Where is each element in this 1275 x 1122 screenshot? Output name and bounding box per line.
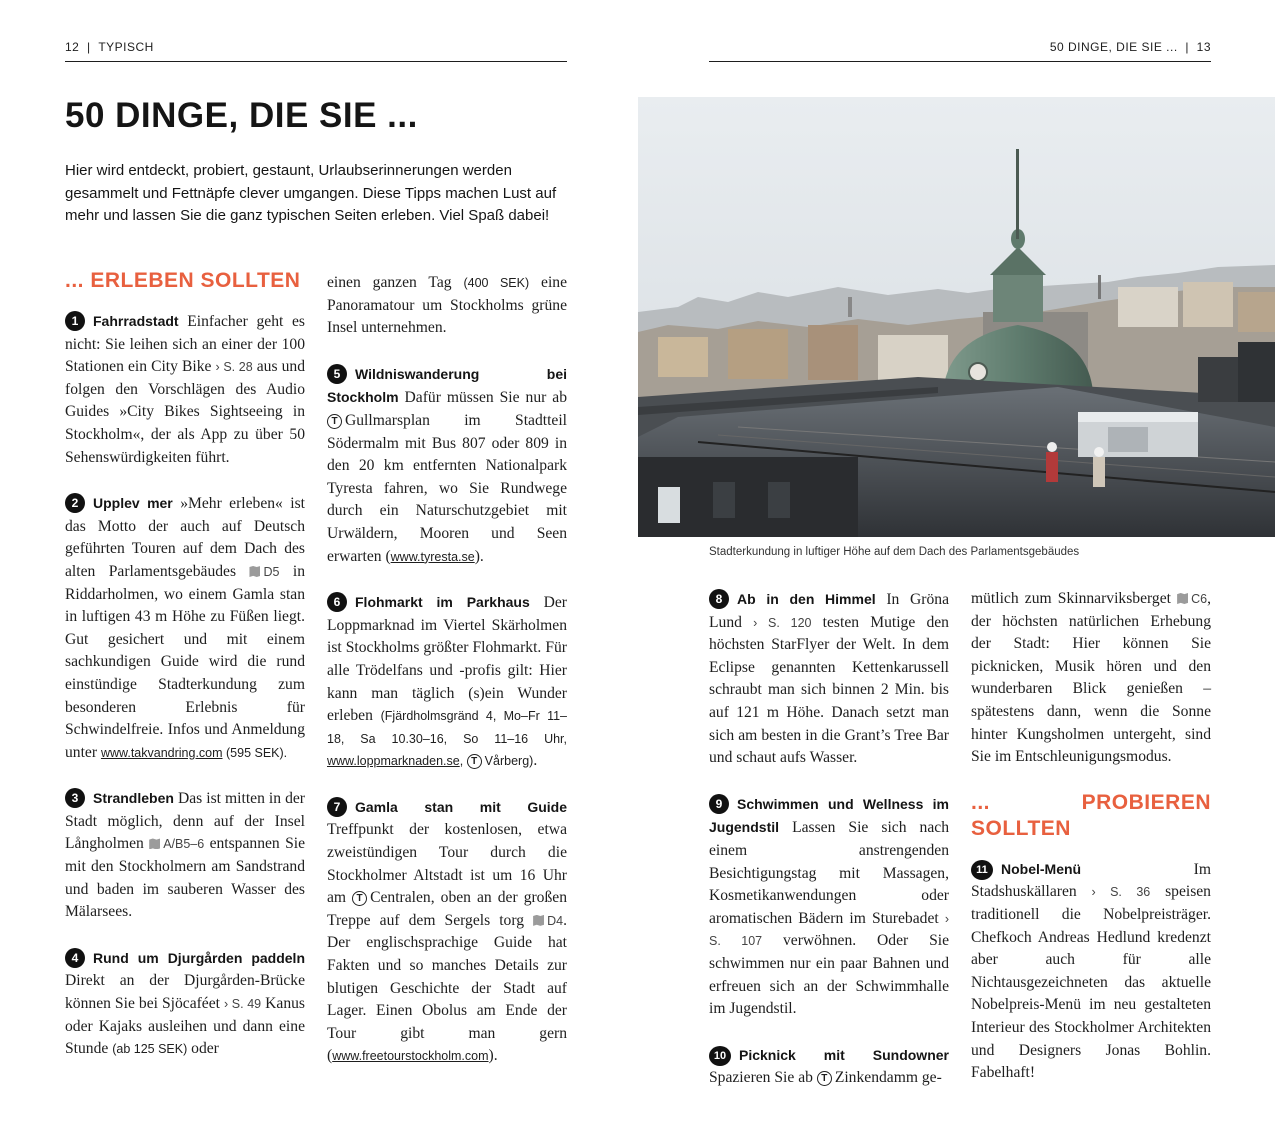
- number-badge: 3: [65, 788, 85, 808]
- tip-entry-4-continued: [327, 272, 567, 340]
- tip-title: Upplev mer: [93, 495, 173, 512]
- tip-title: Fahrradstadt: [93, 313, 179, 329]
- tip-title: Schwimmen und Wellness im Jugendstil: [709, 795, 949, 836]
- right-running-header: 50 DINGE, DIE SIE ... | 13: [1049, 40, 1211, 54]
- number-badge: 2: [65, 493, 85, 513]
- tip-entry-6: [327, 591, 567, 773]
- page-reference: › S. 49: [224, 997, 262, 1012]
- address-note: ,: [459, 754, 467, 769]
- page-reference: › S. 28: [215, 360, 253, 375]
- tip-text: Direkt an der Djurgården-Brücke können Sie bei Sjöcaféet: [65, 972, 305, 1013]
- tip-text: Centralen, oben an der großen Treppe auf dem Sergels torg: [327, 889, 567, 929]
- tip-entry-9: [709, 793, 949, 1021]
- tip-text: Gullmarsplan im Stadtteil Södermalm mit Bus 807 oder 809 in den 20 km entfernten Nationalpark Tyresta fahren, wo Sie Rundwege durch ein Naturschutzgebiet mit Urwäldern, Mooren und Seen erwarten (: [327, 411, 567, 565]
- tip-entry-11: [971, 858, 1211, 1085]
- tip-text: Treffpunkt der kostenlosen, etwa zweistündigen Tour durch die Stockholmer Altstadt ist um 16 Uhr am: [327, 821, 567, 907]
- map-icon: [533, 915, 544, 926]
- section-name-right: 50 DINGE, DIE SIE ...: [1049, 40, 1178, 54]
- tip-text: Lassen Sie sich nach einem anstrengenden Besichtigungstag mit Massagen, Kosmetikanwendungen oder aromatischen Bädern im Sturebadet: [709, 819, 949, 927]
- address-note: Vårberg): [484, 754, 534, 769]
- tip-text: Kanus oder Kajaks ausleihen und dann eine Stunde: [65, 995, 305, 1058]
- transit-t-icon: T: [467, 754, 482, 769]
- tip-text: Zinkendamm ge-: [834, 1069, 942, 1087]
- intro-text: Hier wird entdeckt, probiert, gestaunt, Urlaubserinnerungen werden gesammelt und Fettnäpfe clever umgangen. Diese Tipps machen Lust auf mehr und lassen Sie die ganz typischen Seiten erleben. Viel Spaß dabei!: [65, 162, 557, 225]
- tip-text: verwöhnen. Oder Sie schwimmen nur ein paar Bahnen und erfreuen sich an der Schwimmhalle im Jugendstil.: [709, 932, 949, 1018]
- tip-text: aus und folgen den Vorschlägen des Audio Guides »City Bikes Sightseeing in Stockholm«, der als App zu über 50 Sehenswürdigkeiten führt.: [65, 358, 305, 466]
- section-heading-erleben: ... ERLEBEN SOLLTEN: [65, 269, 301, 292]
- number-badge: 7: [327, 797, 347, 817]
- map-reference: C6: [1191, 592, 1208, 606]
- tip-entry-3: [65, 787, 305, 924]
- tip-title: Wildniswanderung bei Stockholm: [327, 365, 567, 406]
- tip-text: entspannen Sie mit den Stockholmern am Sandstrand und baden im sauberen Wasser des Mälarsees.: [65, 835, 306, 921]
- photo-caption: Stadterkundung in luftiger Höhe auf dem Dach des Parlamentsgebäudes: [709, 546, 1080, 558]
- tip-title: Nobel-Menü: [1001, 860, 1082, 877]
- page-reference: › S. 120: [753, 615, 812, 630]
- tip-title: Ab in den Himmel: [737, 591, 876, 607]
- number-badge: 9: [709, 794, 729, 814]
- column-3: [709, 588, 949, 1113]
- price-note: (ab 125 SEK): [112, 1042, 188, 1057]
- map-icon: [249, 566, 260, 577]
- tip-entry-10: [709, 1044, 949, 1090]
- transit-t-icon: T: [327, 414, 342, 429]
- number-badge: 8: [709, 589, 729, 609]
- page-reference: › S. 36: [1091, 885, 1151, 900]
- tip-text: In Gröna Lund: [709, 591, 950, 631]
- transit-t-icon: T: [817, 1071, 832, 1086]
- tip-title: Strandleben: [93, 790, 174, 807]
- tip-text: , der höchsten natürlichen Erhebung der Stadt: Hier können Sie picknicken, Musik hören und den wunderbaren Blick genießen – spätestens dann, wenn die Sonne hinter Kungsholmen untergeht, sind Sie im Entschleunigungsmodus.: [971, 590, 1211, 766]
- tip-text: testen Mutige den höchsten StarFlyer der Welt. In dem Eclipse genannten Kettenkarussell schraubt man sich binnen 2 Min. bis auf 121 m Höhe. Danach setzt man sich am besten in die Grant’s Tree Bar und schaut aufs Wasser.: [709, 613, 949, 767]
- map-reference: D5: [263, 564, 280, 579]
- address-note: (Fjärdholmsgränd 4, Mo–Fr 11–18, Sa 10.30–16, So 11–16 Uhr,: [327, 709, 567, 746]
- map-reference: A/B5–6: [163, 837, 205, 852]
- website-link[interactable]: www.takvandring.com: [100, 745, 223, 760]
- number-badge: 11: [971, 860, 993, 880]
- tip-text: »Mehr erleben« ist das Motto der auch auf Deutsch geführten Touren auf dem Dach des alten Parlamentsgebäudes: [65, 495, 305, 580]
- page-title: 50 DINGE, DIE SIE ...: [65, 96, 418, 135]
- column-4: [971, 588, 1211, 1108]
- stockholm-rooftop-illustration: [638, 97, 1275, 537]
- tip-text: (595 SEK).: [222, 745, 288, 760]
- website-link[interactable]: www.freetourstockholm.com: [332, 1049, 489, 1064]
- tip-text: Dafür müssen Sie nur ab: [398, 389, 567, 407]
- tip-title: Picknick mit Sundowner: [739, 1046, 949, 1063]
- map-reference: D4: [547, 913, 564, 928]
- tip-text: eine Panoramatour um Stockholms grüne Insel unternehmen.: [327, 274, 568, 337]
- price-note: (400 SEK): [463, 276, 530, 290]
- tip-entry-5: [327, 363, 567, 568]
- tip-entry-8: [709, 588, 949, 770]
- column-1: [65, 268, 305, 1084]
- number-badge: 5: [327, 364, 347, 384]
- website-link[interactable]: www.loppmarknaden.se: [327, 754, 460, 769]
- page-number-right: 13: [1196, 40, 1211, 54]
- transit-t-icon: T: [352, 891, 367, 906]
- left-running-header: 12 | TYPISCH: [65, 40, 154, 54]
- header-rule-left: [65, 61, 567, 62]
- map-icon: [149, 838, 160, 849]
- number-badge: 4: [65, 948, 85, 968]
- tip-text: in Riddarholmen, wo einem Gamla stan in luftigen 43 m Höhe zu Füßen liegt. Gut gesichert und mit einem sachkundigen Guide wird die rund einstündige Stadterkundung zum besonderen Erlebnis für Schwindelfreie. Infos und Anmeldung unter: [65, 562, 305, 761]
- tip-text: ).: [474, 547, 484, 565]
- tip-entry-1: [65, 310, 305, 469]
- header-rule-right: [709, 61, 1211, 62]
- map-icon: [1177, 593, 1188, 604]
- tip-text: oder: [187, 1040, 219, 1058]
- number-badge: 1: [65, 311, 85, 331]
- rooftop-photo: [638, 97, 1275, 537]
- tip-text: Spazieren Sie ab: [709, 1069, 817, 1087]
- page-reference: › S. 107: [709, 911, 949, 949]
- tip-entry-4: [65, 947, 305, 1061]
- number-badge: 6: [327, 592, 347, 612]
- tip-text: speisen traditionell die Nobelpreisträger. Chefkoch Andreas Hedlund kredenzt aber auch für alle Nichtausgezeichneten das aktuelle Nobelpreis-Menü im neu gestalteten Interieur des Stockholmer Architekten und Designers Jonas Bohlin. Fabelhaft!: [971, 883, 1211, 1082]
- tip-text: Im Stadshuskällaren: [971, 860, 1211, 901]
- tip-text: Das ist mitten in der Stadt möglich, denn auf der Insel Långholmen: [65, 790, 305, 853]
- page-number-left: 12: [65, 40, 80, 54]
- tip-title: Gamla stan mit Guide: [355, 798, 567, 815]
- section-name-left: TYPISCH: [98, 40, 154, 54]
- tip-text: einen ganzen Tag: [327, 274, 464, 291]
- website-link[interactable]: www.tyresta.se: [390, 549, 475, 564]
- tip-entry-2: [65, 492, 305, 764]
- tip-text: Einfacher geht es nicht: Sie leihen sich an einer der 100 Stationen ein City Bike: [65, 313, 305, 376]
- tip-text: .: [533, 752, 538, 770]
- column-2: [327, 272, 567, 1091]
- tip-text: ).: [488, 1047, 498, 1065]
- tip-entry-10-continued: [971, 588, 1211, 769]
- tip-title: Flohmarkt im Parkhaus: [355, 594, 530, 611]
- tip-title: Rund um Djurgården paddeln: [93, 949, 305, 966]
- section-heading-probieren: ... PROBIEREN SOLLTEN: [971, 790, 1211, 840]
- number-badge: 10: [709, 1046, 731, 1066]
- tip-text: mütlich zum Skinnarviksberget: [971, 590, 1178, 607]
- tip-text: . Der englischsprachige Guide hat Fakten und so manches Details zur blutigen Geschichte der Stadt auf Lager. Einen Obolus am Ende der Tour gibt man gern (: [327, 911, 567, 1065]
- tip-entry-7: [327, 796, 567, 1068]
- tip-text: Der Loppmarknad im Viertel Skärholmen ist Stockholms größter Flohmarkt. Für alle Trödelfans und -profis gilt: Hier kann man täglich (s)ein Wunder erleben: [327, 594, 567, 725]
